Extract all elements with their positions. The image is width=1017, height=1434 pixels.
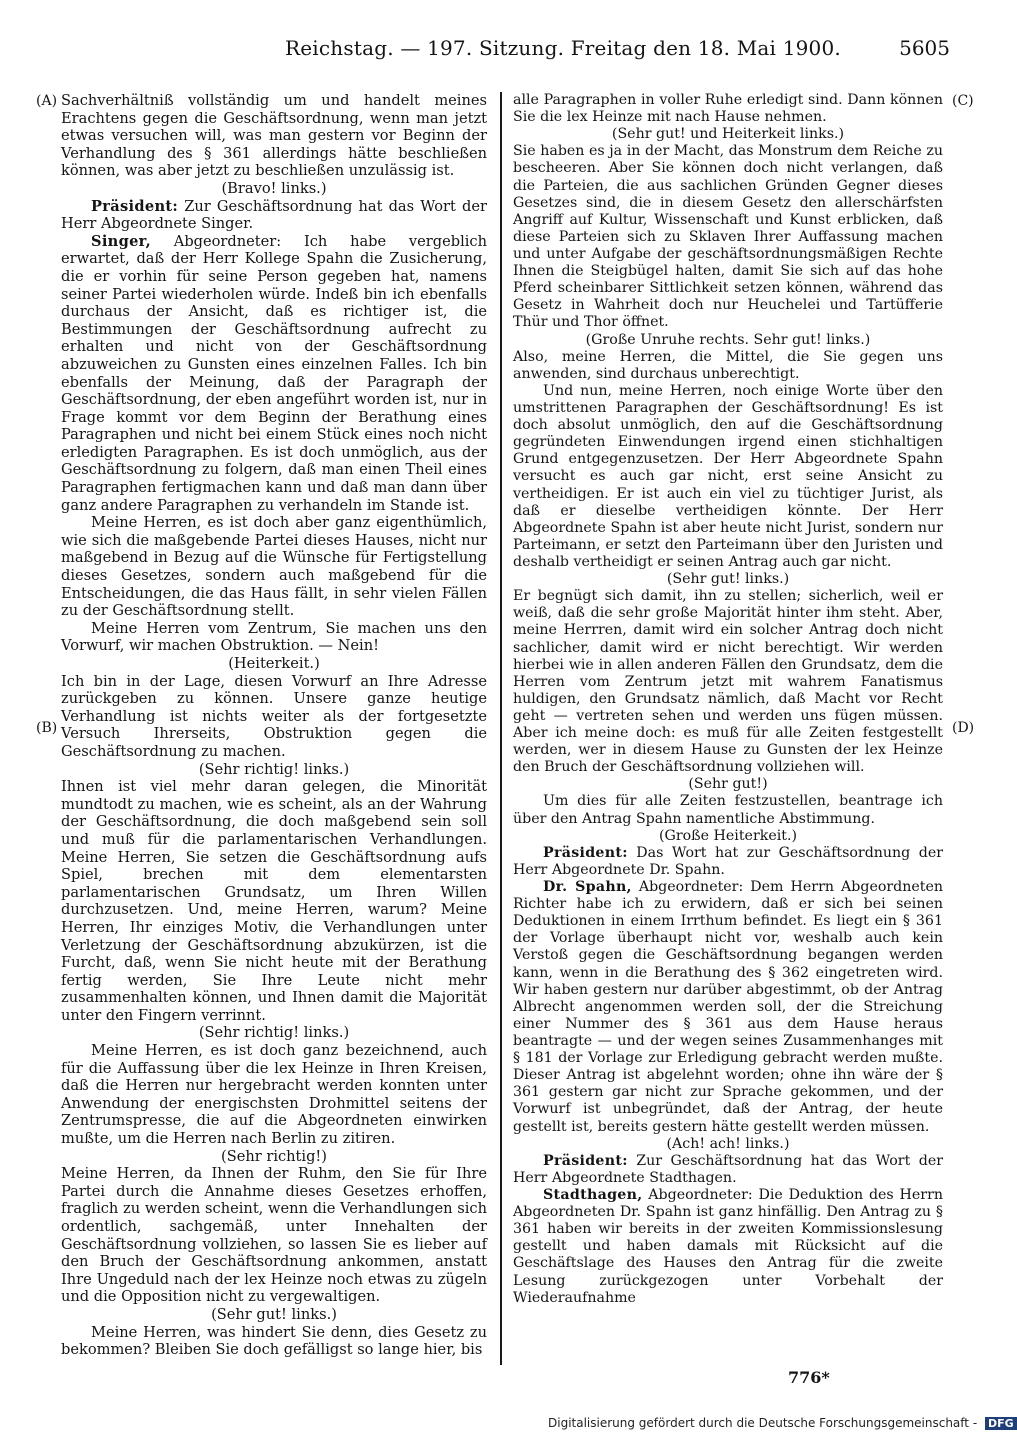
margin-mark-d: (D) <box>952 720 975 736</box>
interjection <box>61 1024 487 1042</box>
paragraph <box>61 1042 487 1148</box>
paragraph-text: Zur Geschäftsordnung hat das Wort der Herr Abgeordnete Singer. <box>61 197 487 233</box>
left-column <box>61 92 487 1359</box>
speaker-name: Dr. Spahn, <box>543 879 632 896</box>
paragraph-text: Um dies für alle Zeiten festzustellen, beantrage ich über den Antrag Spahn namentliche Abstimmung. <box>513 793 943 827</box>
paragraph-text: Das Wort hat zur Geschäftsordnung der Herr Abgeordnete Dr. Spahn. <box>513 844 943 878</box>
paragraph-text: Ihnen ist viel mehr daran gelegen, die Minorität mundtodt zu machen, wie es scheint, als an der Wahrung der Geschäftsordnung, die doch maßgebend sein soll und muß für die parlamentarischen Verhandlungen. Meine Herren, Sie setzen die Geschäftsordnung aufs Spiel, brechen mit dem elementarsten parlamentarischen Grundsatz, um Ihren Willen durchzusetzen. Und, meine Herren, warum? Meine Herren, Ihr einziges Motiv, die Verhandlungen unter Verletzung der Geschäftsordnung abzukürzen, ist die Furcht, daß, wenn Sie nicht heute mit der Berathung fertig werden, Sie Ihre Leute nicht mehr zusammenhalten können, und Ihnen damit die Majorität unter den Fingern verrinnt. <box>61 778 487 1024</box>
paragraph-text: (Sehr richtig! links.) <box>198 1024 350 1042</box>
paragraph-text: Sie haben es ja in der Macht, das Monstrum dem Reiche zu bescheeren. Aber Sie können doch nicht verlangen, daß die Parteien, die aus sachlichen Gründen Gegner dieses Gesetzes sind, die in diesem Gesetz den allerschärfsten Angriff auf Kultur, Wissenschaft und Kunst erblicken, daß diese Parteien sich zu Sklaven Ihrer Auffassung machen und unter Aufgabe der geschäftsordnungsmäßigen Rechte Ihnen die Steigbügel halten, damit Sie sich auf das hohe Pferd scheinbarer Sittlichkeit setzen können, während das Gesetz in Wahrheit doch nur Heuchelei und Tartüfferie Thür und Thor öffnet. <box>513 143 943 331</box>
credit-text: Digitalisierung gefördert durch die Deutsche Forschungsgemeinschaft - <box>548 1416 978 1430</box>
paragraph <box>61 673 487 761</box>
paragraph <box>61 198 487 233</box>
paragraph-text: (Ach! ach! links.) <box>666 1135 790 1152</box>
paragraph <box>61 233 487 515</box>
running-header <box>60 36 950 64</box>
paragraph-text: (Große Unruhe rechts. Sehr gut! links.) <box>585 331 871 348</box>
paragraph-text: Sachverhältniß vollständig um und handelt meines Erachtens gegen die Geschäftsordnung, wenn man jetzt etwas versuchen will, was man gestern vor Beginn der Verhandlung des § 361 allerdings hätte beschließen können, was aber jetzt zu beschließen unzulässig ist. <box>61 92 487 180</box>
paragraph-text: Meine Herren, es ist doch aber ganz eigenthümlich, wie sich die maßgebende Partei dieses Hauses, nicht nur maßgebend in Bezug auf die Wünsche für Fertigstellung dieses Gesetzes, sondern auch maßgebend für die Entscheidungen, die das Haus fällt, in sehr vielen Fällen zu der Geschäftsordnung stellt. <box>61 514 487 620</box>
interjection <box>61 180 487 198</box>
paragraph-text: (Große Heiterkeit.) <box>658 827 798 844</box>
paragraph-text: Er begnügt sich damit, ihn zu stellen; sicherlich, weil er weiß, daß die sehr große Majorität hinter ihm steht. Aber, meine Herrren, damit wird ein solcher Antrag doch nicht sachlicher, damit wird er nicht berechtigt. Wir werden hierbei wie in allen anderen Fällen den Grundsatz, dem die Herren vom Zentrum jetzt mit wahrem Fanatismus huldigen, den Grundsatz nämlich, daß Macht vor Recht geht — vertreten sehen und werden uns fügen müssen. Aber ich meine doch: es muß für alle Zeiten festgestellt werden, wer in diesem Hause zu Gunsten der lex Heinze den Bruch der Geschäftsordnung vollziehen will. <box>513 588 943 776</box>
paragraph <box>513 92 943 126</box>
paragraph-text: (Sehr gut! links.) <box>211 1305 337 1323</box>
paragraph <box>61 1165 487 1306</box>
paragraph-text: alle Paragraphen in voller Ruhe erledigt sind. Dann können Sie die lex Heinze mit nach Hause nehmen. <box>513 92 943 126</box>
interjection <box>513 1136 943 1153</box>
margin-mark-c: (C) <box>952 93 974 109</box>
speaker-name: Singer, <box>91 232 151 250</box>
interjection <box>61 655 487 673</box>
paragraph-text: Also, meine Herren, die Mittel, die Sie gegen uns anwenden, sind durchaus unberechtigt. <box>513 348 943 382</box>
paragraph-text: Meine Herren vom Zentrum, Sie machen uns den Vorwurf, wir machen Obstruktion. — Nein! <box>61 619 487 655</box>
interjection <box>61 1148 487 1166</box>
paragraph <box>513 588 943 776</box>
paragraph <box>513 143 943 331</box>
paragraph-text: (Sehr richtig! links.) <box>198 760 350 778</box>
paragraph-text: (Heiterkeit.) <box>228 655 320 672</box>
paragraph <box>513 845 943 879</box>
speaker-name: Stadthagen, <box>543 1187 643 1203</box>
paragraph <box>61 778 487 1024</box>
right-column <box>513 92 943 1307</box>
signature-mark: 776* <box>788 1368 830 1387</box>
header-title: Reichstag. — 197. Sitzung. Freitag den 18. Mai 1900. <box>285 36 841 60</box>
interjection <box>61 761 487 779</box>
paragraph <box>513 1187 943 1307</box>
paragraph-text: Und nun, meine Herren, noch einige Worte über den umstrittenen Paragraphen der Geschäftsordnung! Es ist doch absolut unmöglich, den auf die Geschäftsordnung gegründeten Einwendungen irgend einen stichhaltigen Grund entgegenzusetzen. Der Herr Abgeordnete Spahn versucht es auch gar nicht, erst seine Ansicht zu vertheidigen. Er ist auch ein viel zu tüchtiger Jurist, als daß er dieselbe vertheidigen könnte. Der Herr Abgeordnete Spahn ist aber heute nicht Jurist, sondern nur Parteimann, er setzt den Parteimann über den Juristen und deshalb vertheidigt er seinen Antrag auch gar nicht. <box>513 382 943 570</box>
paragraph <box>61 1324 487 1359</box>
interjection <box>513 126 943 143</box>
speaker-name: Präsident: <box>543 1152 628 1169</box>
paragraph-text: Abgeordneter: Die Deduktion des Herrn Abgeordneten Dr. Spahn ist ganz hinfällig. Den Antrag zu § 361 haben wir bereits in der zweiten Kommissionslesung gestellt und haben damals mit Rücksicht auf die Geschäftslage des Hauses den Antrag für die zweite Lesung zurückgezogen unter Vorbehalt der Wiederaufnahme <box>513 1187 943 1306</box>
page-number: 5605 <box>899 36 950 60</box>
paragraph <box>513 349 943 383</box>
paragraph-text: Meine Herren, was hindert Sie denn, dies Gesetz zu bekommen? Bleiben Sie doch gefälligst so lange hier, bis <box>61 1323 487 1359</box>
interjection <box>513 332 943 349</box>
paragraph <box>513 383 943 571</box>
paragraph-text: (Sehr gut! und Heiterkeit links.) <box>611 126 845 143</box>
interjection <box>513 571 943 588</box>
paragraph-text: (Sehr richtig!) <box>221 1147 327 1165</box>
margin-mark-b: (B) <box>36 720 58 736</box>
paragraph-text: (Sehr gut!) <box>688 776 768 793</box>
paragraph-text: Abgeordneter: Dem Herrn Abgeordneten Richter habe ich zu erwidern, daß er sich bei seinen Deduktionen in einem Irrthum befindet. Es liegt ein § 361 der Vorlage überhaupt nicht vor, weshalb auch kein Verstoß gegen die Geschäftsordnung begangen werden kann, wenn in die Berathung des § 362 eingetreten wird. Wir haben gestern nur darüber abgestimmt, ob der Antrag Albrecht angenommen werden soll, der die Streichung einer Nummer des § 361 aus dem Hause heraus beantragte — und der wegen seines Zusammenhanges mit § 181 der Vorlage zur Erledigung gebracht werden mußte. Dieser Antrag ist abgelehnt worden; ohne ihn wäre der § 361 gestern gar nicht zur Sprache gekommen, und der Vorwurf ist unbegründet, daß der Antrag, der heute gestellt ist, bereits gestern hätte gestellt werden müssen. <box>513 879 944 1135</box>
interjection <box>513 776 943 793</box>
speaker-name: Präsident: <box>91 197 179 215</box>
paragraph-text: (Sehr gut! links.) <box>666 571 790 588</box>
paragraph-text: (Bravo! links.) <box>221 179 327 197</box>
interjection <box>61 1306 487 1324</box>
paragraph <box>513 879 943 1136</box>
paragraph <box>61 514 487 620</box>
paragraph-text: Ich bin in der Lage, diesen Vorwurf an Ihre Adresse zurückgeben zu können. Unsere ganze heutige Verhandlung ist nichts weiter als der fortgesetzte Versuch Ihrerseits, Obstruktion gegen die Geschäftsordnung zu machen. <box>61 672 487 760</box>
paragraph <box>61 620 487 655</box>
paragraph-text: Abgeordneter: Ich habe vergeblich erwartet, daß der Herr Kollege Spahn die Zusicherung, die er vorhin für seine Person gegeben hat, namens seiner Partei wiederholen würde. Indeß bin ich ebenfalls durchaus der Ansicht, daß es richtiger ist, die Bestimmungen der Geschäftsordnung aufrecht zu erhalten und nicht von der Geschäftsordnung abzuweichen zu Gunsten eines einzelnen Falles. Ich bin ebenfalls der Meinung, daß der Paragraph der Geschäftsordnung, der eben angeführt worden ist, nur in Frage kommt vor dem Beginn der Berathung eines Paragraphen und nicht bei einem Stück eines noch nicht erledigten Paragraphen. Es ist doch unmöglich, aus der Geschäftsordnung zu folgern, daß man einen Theil eines Paragraphen fertigmachen kann und daß man dann über ganz andere Paragraphen zu verhandeln im Stande ist. <box>61 232 488 514</box>
paragraph <box>61 92 487 180</box>
paragraph <box>513 793 943 827</box>
paragraph-text: Meine Herren, es ist doch ganz bezeichnend, auch für die Auffassung über die lex Heinze in Ihren Kreisen, daß die Herren nur hergebracht werden konnten unter Anwendung der energischsten Drohmittel seitens der Zentrumspresse, die auf die Abgeordneten einwirken mußte, um die Herren nach Berlin zu zitiren. <box>61 1042 487 1148</box>
digitization-credit <box>548 1416 1017 1430</box>
paragraph <box>513 1153 943 1187</box>
speaker-name: Präsident: <box>543 844 628 861</box>
column-divider <box>500 92 502 1365</box>
dfg-logo: DFG <box>985 1417 1017 1430</box>
margin-mark-a: (A) <box>36 93 58 109</box>
interjection <box>513 828 943 845</box>
paragraph-text: Zur Geschäftsordnung hat das Wort der Herr Abgeordnete Stadthagen. <box>513 1152 943 1186</box>
paragraph-text: Meine Herren, da Ihnen der Ruhm, den Sie für Ihre Partei durch die Annahme dieses Gesetzes erhoffen, fraglich zu werden scheint, wenn die Verhandlungen sich ordentlich, sachgemäß, unter Innehalten der Geschäftsordnung vollziehen, so lassen Sie es lieber auf den Bruch der Geschäftsordnung ankommen, anstatt Ihre Ungeduld nach der lex Heinze noch etwas zu zügeln und die Opposition nicht zu vergewaltigen. <box>61 1165 487 1306</box>
